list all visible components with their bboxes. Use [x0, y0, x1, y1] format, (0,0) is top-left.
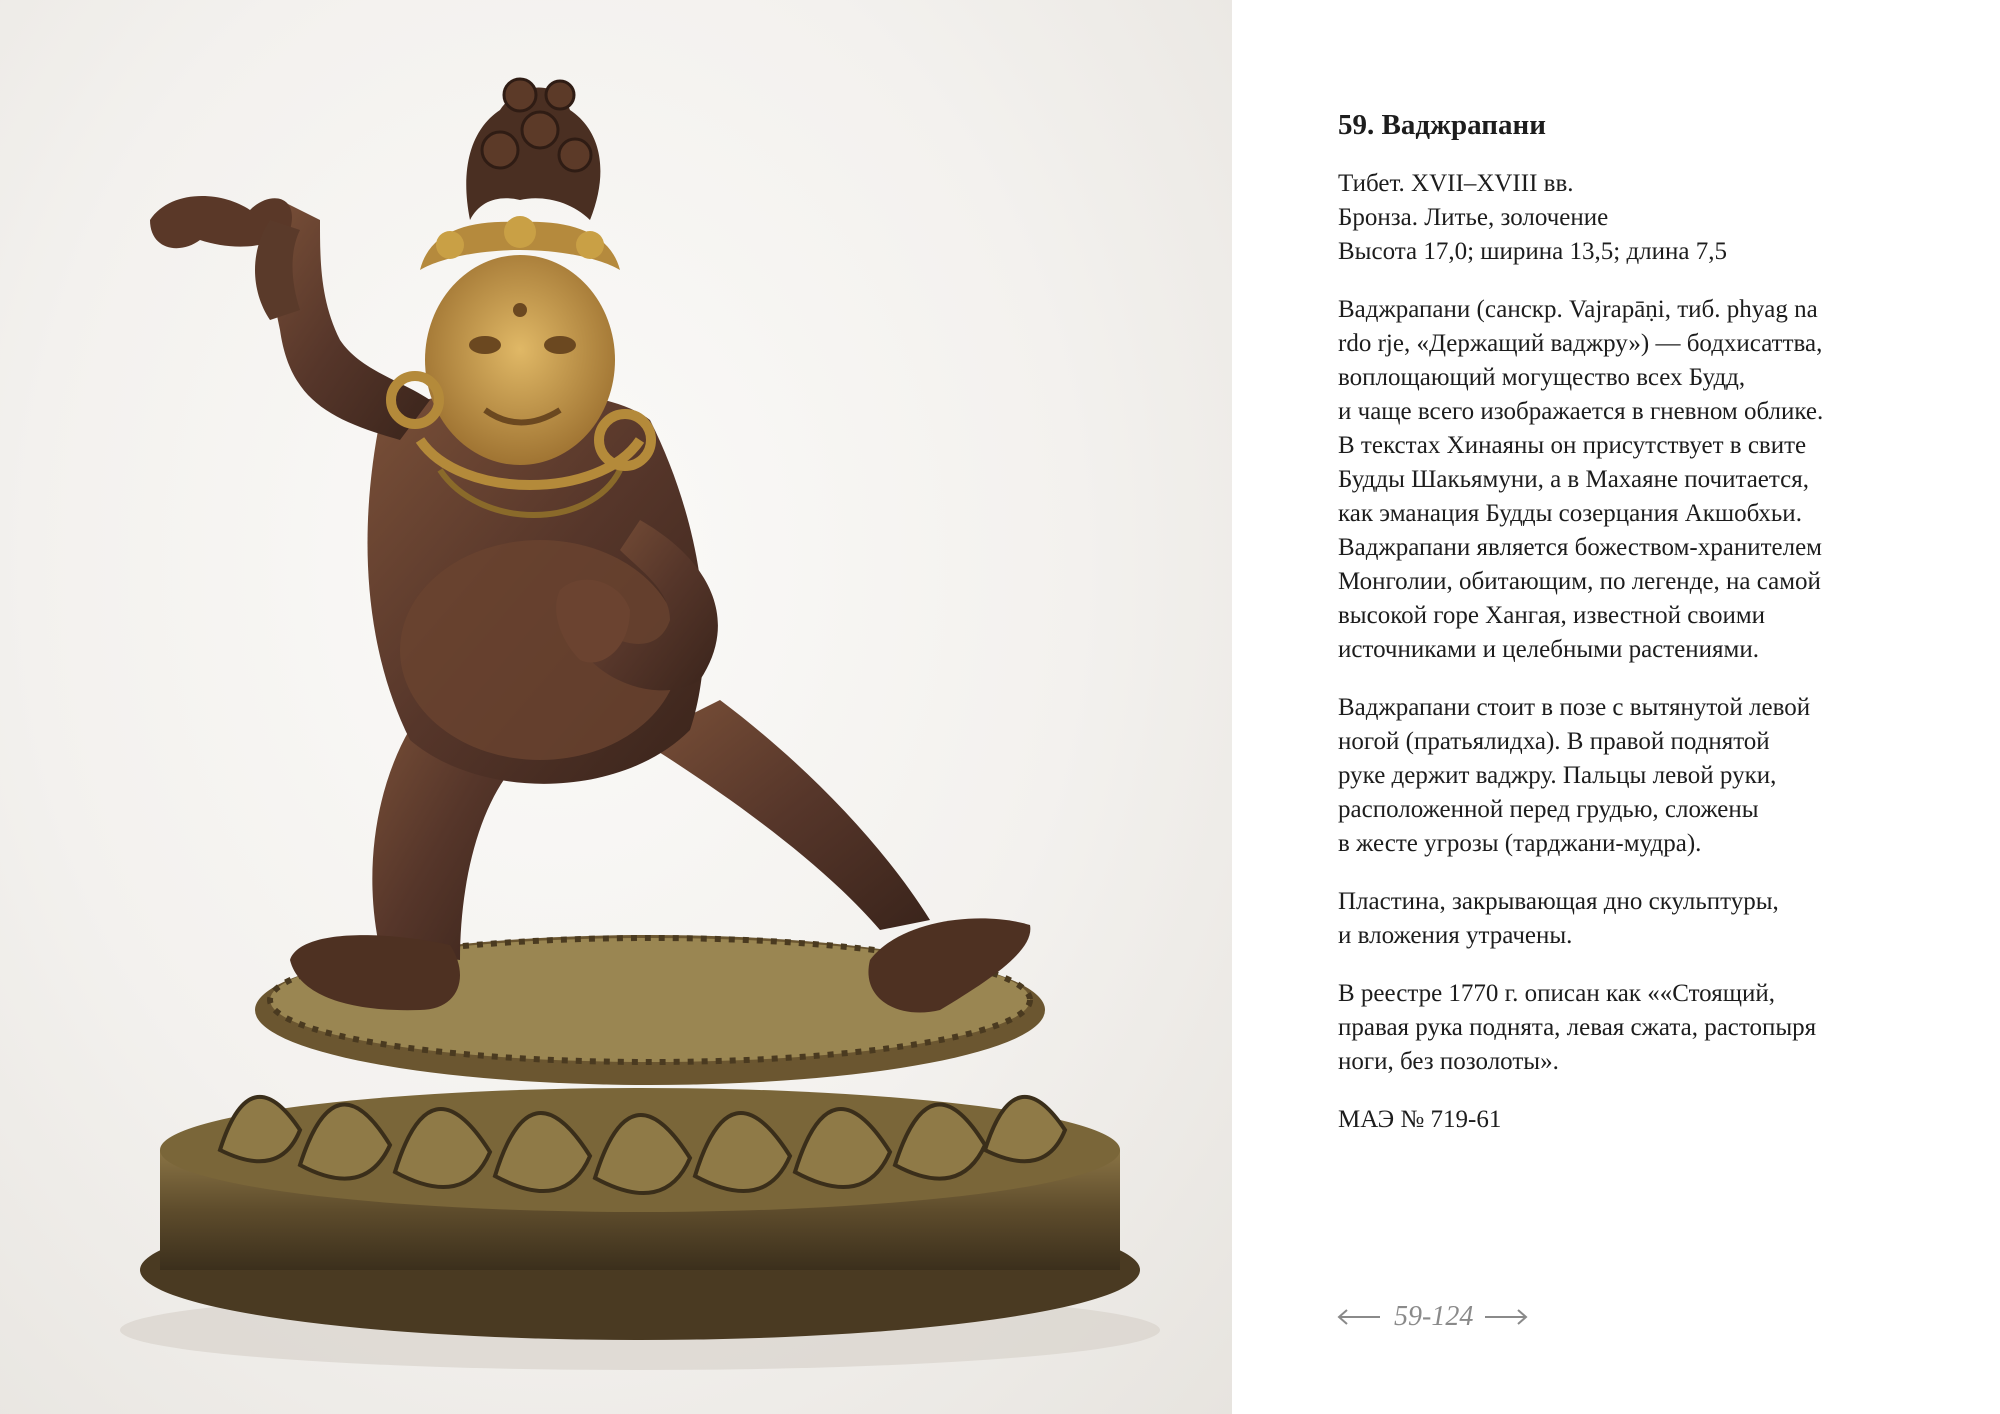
- text-line: Пластина, закрывающая дно скульптуры,: [1338, 888, 1779, 915]
- meta-material: Бронза. Литье, золочение: [1338, 204, 1609, 231]
- arrow-right-icon[interactable]: [1483, 1308, 1529, 1326]
- inventory-number: МАЭ № 719-61: [1338, 1106, 1502, 1133]
- text-line: Ваджрапани стоит в позе с вытянутой левой: [1338, 694, 1811, 721]
- text-line: rdo rje, «Держащий ваджру») — бодхисаттва,: [1338, 330, 1823, 357]
- text-line: ноги, без позолоты».: [1338, 1048, 1559, 1075]
- text-line: и вложения утрачены.: [1338, 922, 1573, 949]
- text-line: Ваджрапани является божеством-хранителем: [1338, 534, 1822, 561]
- text-line: расположенной перед грудью, сложены: [1338, 796, 1759, 823]
- text-line: и чаще всего изображается в гневном облике.: [1338, 398, 1824, 425]
- meta-origin: Тибет. XVII–XVIII вв.: [1338, 170, 1574, 197]
- description-paragraph-4: [1338, 977, 1938, 1079]
- arrow-left-icon[interactable]: [1336, 1308, 1382, 1326]
- text-line: воплощающий могущество всех Будд,: [1338, 364, 1746, 391]
- catalog-entry: [1338, 105, 1938, 1137]
- text-line: Ваджрапани (санскр. Vajrapāṇi, тиб. phyag na: [1338, 296, 1818, 323]
- description-paragraph-3: [1338, 885, 1938, 953]
- description-paragraph-2: [1338, 691, 1938, 861]
- text-line: Будды Шакьямуни, а в Махаяне почитается,: [1338, 466, 1809, 493]
- meta-dimensions: Высота 17,0; ширина 13,5; длина 7,5: [1338, 238, 1727, 265]
- text-line: высокой горе Хангая, известной своими: [1338, 602, 1766, 629]
- description-paragraph-1: [1338, 293, 1938, 667]
- text-line: правая рука поднята, левая сжата, растопыря: [1338, 1014, 1817, 1041]
- entry-meta: [1338, 167, 1938, 269]
- text-line: источниками и целебными растениями.: [1338, 636, 1760, 663]
- text-line: Монголии, обитающим, по легенде, на самой: [1338, 568, 1821, 595]
- text-line: руке держит ваджру. Пальцы левой руки,: [1338, 762, 1777, 789]
- text-line: как эманация Будды созерцания Акшобхьи.: [1338, 500, 1802, 527]
- text-line: В реестре 1770 г. описан как ««Стоящий,: [1338, 980, 1775, 1007]
- entry-title: 59. Ваджрапани: [1338, 109, 1546, 141]
- text-line: В текстах Хинаяны он присутствует в свите: [1338, 432, 1807, 459]
- text-line: в жесте угрозы (тарджани-мудра).: [1338, 830, 1702, 857]
- text-line: ногой (пратьялидха). В правой поднятой: [1338, 728, 1770, 755]
- page-number: 59-124: [1394, 1301, 1474, 1332]
- page-navigation: [1336, 1297, 1529, 1337]
